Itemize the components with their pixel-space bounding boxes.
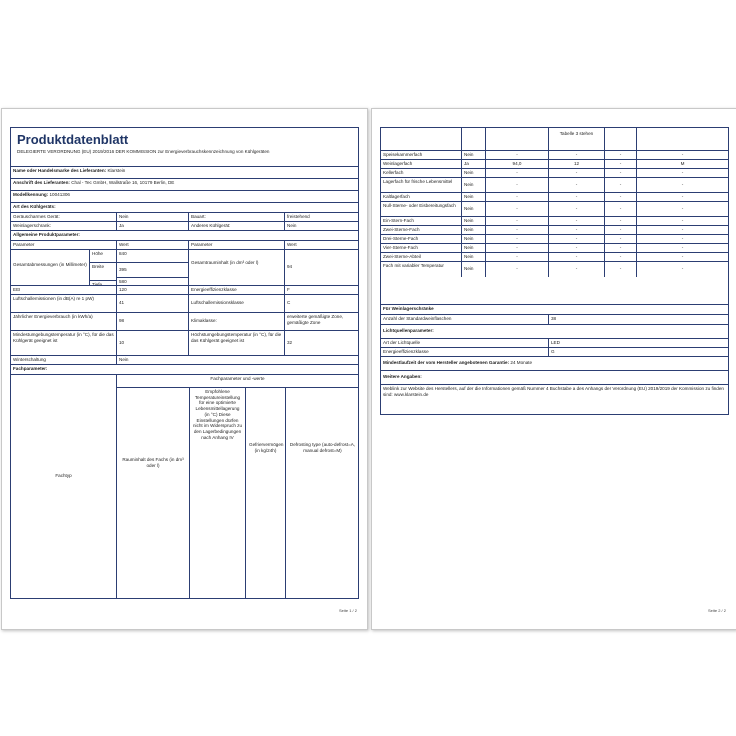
- compartment-temp-cell: -: [548, 262, 604, 277]
- light-type-label: Art der Lichtquelle: [383, 340, 421, 345]
- light-type-value: LED: [548, 339, 728, 348]
- value-header-2: Wert: [284, 241, 358, 250]
- compartment-name-cell: Vier-Sterne-Fach: [383, 245, 418, 250]
- annual-row: [11, 312, 358, 331]
- compartment-frz-cell: -: [604, 217, 636, 226]
- compartment-def-cell: -: [636, 193, 728, 202]
- compartment-name-cell: Null-Sterne- oder Eisbereitungsfach: [383, 203, 456, 208]
- bottles-value: 38: [548, 315, 728, 325]
- compartment-def-cell: -: [636, 151, 728, 160]
- regulation-text: DELEGIERTE VERORDNUNG (EU) 2019/2016 DER KOMMISSION zur Energieverbrauchskennzeichnung von Kühlgeräten: [17, 149, 270, 154]
- annual-value: 98: [116, 313, 188, 331]
- wine-label: Weinlagerschrank:: [13, 223, 51, 228]
- general-params-label: Allgemeine Produktparameter:: [13, 232, 80, 237]
- model-value: 10041306: [49, 192, 70, 197]
- compartment-vol-cell: -: [485, 235, 548, 244]
- further-label: Weitere Angaben:: [383, 374, 422, 379]
- col-volume: Rauminhalt des Fachs (in dm³ oder l): [122, 457, 184, 468]
- compartment-yn-cell: Nein: [461, 202, 485, 217]
- climate-value: erweiterte gemäßigte Zone, gemäßigte Zone: [284, 313, 358, 331]
- page-1-table: [10, 127, 359, 599]
- annual-label: Jährlicher Energieverbrauch (in kWh/a): [13, 314, 93, 319]
- tab-header: Tabelle 3 stehen: [548, 128, 604, 150]
- empty-cell: [485, 128, 548, 150]
- compartment-vol-cell: -: [485, 202, 548, 217]
- low-noise-label: Geräuscharmes Gerät:: [13, 214, 60, 219]
- width-value: 395: [117, 263, 188, 278]
- design-label: Bauart:: [188, 213, 284, 222]
- noise-class-label: Luftschallemissionsklasse: [188, 295, 284, 313]
- max-temp-value: 32: [284, 331, 358, 356]
- fach-columns: [116, 375, 358, 599]
- compartment-frz-cell: -: [604, 169, 636, 178]
- compartment-yn-cell: Nein: [461, 262, 485, 277]
- page-2-table: [380, 127, 729, 415]
- compartment-yn-cell: Ja: [461, 160, 485, 169]
- energy-class-value: F: [284, 286, 358, 295]
- compartment-name-cell: Drei-Sterne-Fach: [383, 236, 419, 241]
- warranty-row: [381, 356, 728, 371]
- col-freeze: Gefriervermögen (in kg/24h): [245, 387, 285, 599]
- compartment-name-cell: Fach mit variabler Temperatur: [383, 263, 444, 268]
- compartment-def-cell: -: [636, 226, 728, 235]
- volume-label: Gesamtrauminhalt (in dm³ oder l): [188, 250, 284, 286]
- compartment-row: [381, 261, 728, 277]
- wine-section-label: Für Weinlagerschränke: [383, 306, 434, 311]
- wine-value: Ja: [116, 222, 188, 231]
- compartment-def-cell: -: [636, 217, 728, 226]
- width-label: Breite: [90, 263, 116, 281]
- compartment-vol-cell: -: [485, 193, 548, 202]
- page-title: Produktdatenblatt: [17, 132, 129, 147]
- supplier-name-value: Klarstein: [107, 168, 126, 173]
- compartment-vol-cell: -: [485, 169, 548, 178]
- compartment-frz-cell: -: [604, 178, 636, 193]
- further-row: [381, 370, 728, 385]
- compartment-frz-cell: -: [604, 235, 636, 244]
- compartment-row: [381, 177, 728, 193]
- compartment-yn-cell: Nein: [461, 244, 485, 253]
- compartment-frz-cell: -: [604, 202, 636, 217]
- compartment-name-cell: Zwei-Sterne-Fach: [383, 227, 420, 232]
- compartment-yn-cell: Nein: [461, 169, 485, 178]
- dimension-names: [89, 250, 116, 286]
- compartment-name-cell: Lagerfach für frische Lebensmittel: [383, 179, 453, 184]
- compartment-def-cell: -: [636, 253, 728, 262]
- design-value: freistehend: [284, 213, 358, 222]
- compartment-vol-cell: -: [485, 178, 548, 193]
- compartment-temp-cell: -: [548, 226, 604, 235]
- compartment-header-block: [11, 374, 358, 599]
- compartment-temp-cell: -: [548, 178, 604, 193]
- compartment-vol-cell: -: [485, 262, 548, 277]
- tab-header-row: [381, 128, 728, 150]
- compartment-def-cell: -: [636, 202, 728, 217]
- empty-cell: [604, 128, 636, 150]
- depth-value: 580: [119, 279, 127, 284]
- page-number-1: Seite 1 / 2: [338, 608, 357, 613]
- noise-label: Luftschallemissionen (in dB(A) re 1 pW): [13, 296, 94, 301]
- depth-label: Tiefe: [92, 282, 103, 286]
- compartment-yn-cell: Nein: [461, 178, 485, 193]
- supplier-address-value: Chal - Tec GmbH, Wallstraße 16, 10179 Berlin, DE: [71, 180, 175, 185]
- compartment-def-cell: -: [636, 244, 728, 253]
- bottles-label: Anzahl der Standardweinflaschen: [383, 316, 452, 321]
- compartment-yn-cell: Nein: [461, 217, 485, 226]
- compartment-yn-cell: Nein: [461, 253, 485, 262]
- dimensions-label: Gesamtabmessungen (in Millimeter): [13, 262, 87, 267]
- warranty-label: Mindestlaufzeit der vom Hersteller angebotenen Garantie:: [383, 360, 510, 365]
- further-text-row: [381, 384, 728, 415]
- light-class-value: G: [548, 348, 728, 357]
- page-number-2: Seite 2 / 2: [707, 608, 726, 613]
- compartment-temp-cell: -: [548, 235, 604, 244]
- compartment-params-label: Fachparameter:: [13, 366, 48, 371]
- compartment-name-cell: Weinlagerfach: [383, 161, 413, 166]
- dimensions-row: [11, 249, 358, 286]
- compartment-yn-cell: Nein: [461, 193, 485, 202]
- compartment-def-cell: M: [636, 160, 728, 169]
- min-temp-label: Mindestumgebungstemperatur (in °C), für die das Kühlgerät geeignet ist: [13, 332, 114, 343]
- compartment-name-cell: Zwei-Sterne-Abteil: [383, 254, 421, 259]
- temperature-row: [11, 330, 358, 356]
- height-label: Höhe: [90, 250, 116, 263]
- light-class-label: Energieeffizienzklasse: [383, 349, 429, 354]
- other-label: Anderes Kühlgerät:: [188, 222, 284, 231]
- compartment-yn-cell: Nein: [461, 226, 485, 235]
- compartment-frz-cell: -: [604, 262, 636, 277]
- light-section-label: Lichtquellenparameter:: [383, 328, 434, 333]
- compartment-def-cell: -: [636, 262, 728, 277]
- compartment-frz-cell: -: [604, 160, 636, 169]
- compartment-yn-cell: Nein: [461, 235, 485, 244]
- empty-cell: [461, 128, 485, 150]
- energy-class-label: Energieeffizienzklasse: [188, 286, 284, 295]
- other-value: Nein: [284, 222, 358, 231]
- min-temp-value: 10: [116, 331, 188, 356]
- compartment-temp-cell: 12: [548, 160, 604, 169]
- compartment-vol-cell: 94,0: [485, 160, 548, 169]
- compartment-temp-cell: -: [548, 244, 604, 253]
- col-defrost: Defrosting type (auto-defrost=A, manual defrost=M): [285, 387, 358, 599]
- compartment-frz-cell: -: [604, 151, 636, 160]
- empty-cell: [636, 128, 728, 150]
- compartment-temp-cell: -: [548, 151, 604, 160]
- value-header: Wert: [116, 241, 188, 250]
- datasheet-page-1: [1, 108, 368, 630]
- compartment-frz-cell: -: [604, 193, 636, 202]
- compartment-frz-cell: -: [604, 253, 636, 262]
- light-section-row: [381, 324, 728, 339]
- compartment-name-cell: Speisekammerfach: [383, 152, 423, 157]
- further-text: Weblink zur Website des Herstellers, auf der die Informationen gemäß Nummer 4 Buchstabe a des Anhangs der Verordnung (EU) 2019/2019 der Kommission zu finden sind: www.klarstein.de: [383, 386, 724, 397]
- compartment-vol-cell: -: [485, 151, 548, 160]
- eei-label: EEI: [13, 287, 21, 292]
- compartment-vol-cell: -: [485, 226, 548, 235]
- model-label: Modellkennung:: [13, 192, 49, 197]
- compartment-def-cell: -: [636, 235, 728, 244]
- low-noise-value: Nein: [116, 213, 188, 222]
- winter-value: Nein: [116, 356, 188, 365]
- climate-label: Klimaklasse:: [188, 313, 284, 331]
- compartment-name-cell: Kellerfach: [383, 170, 404, 175]
- fach-header: Fachparameter und -werte: [117, 375, 358, 388]
- noise-value: 41: [116, 295, 188, 313]
- compartment-name-cell: Kaltlagerfach: [383, 194, 410, 199]
- warranty-value: 24 Monate: [510, 360, 533, 365]
- compartment-yn-cell: Nein: [461, 151, 485, 160]
- compartment-vol-cell: -: [485, 253, 548, 262]
- compartment-temp-cell: -: [548, 253, 604, 262]
- param-header-2: Parameter: [188, 241, 284, 250]
- compartment-name-cell: Ein-Stern-Fach: [383, 218, 414, 223]
- compartment-vol-cell: -: [485, 244, 548, 253]
- winter-label: Winterschaltung: [13, 357, 46, 362]
- max-temp-label: Höchstumgebungstemperatur (in °C), für die das Kühlgerät geeignet ist: [188, 331, 284, 356]
- device-type-label: Art des Kühlgeräts:: [13, 204, 56, 209]
- dimension-values: [116, 250, 188, 286]
- supplier-address-label: Anschrift des Lieferanten:: [13, 180, 70, 185]
- noise-class-value: C: [284, 295, 358, 313]
- param-header: Parameter: [13, 242, 35, 247]
- empty-cell: [381, 128, 461, 150]
- compartment-frz-cell: -: [604, 226, 636, 235]
- compartment-temp-cell: -: [548, 217, 604, 226]
- eei-value: 120: [116, 286, 188, 295]
- compartment-frz-cell: -: [604, 244, 636, 253]
- compartment-def-cell: -: [636, 169, 728, 178]
- datasheet-page-2: [371, 108, 736, 630]
- compartment-temp-cell: -: [548, 169, 604, 178]
- fachtyp-label: Fachtyp: [55, 473, 72, 478]
- compartment-row: [381, 201, 728, 217]
- noise-row: [11, 294, 358, 313]
- compartment-temp-cell: -: [548, 193, 604, 202]
- height-value: 840: [117, 250, 188, 263]
- col-temp: Empfohlene Temperatureinstellung für eine optimierte Lebensmittellagerung (in °C) Diese Einstellungen dürfen nicht im Widerspruch zu den Lagerbedingungen nach Anhang IV: [189, 387, 245, 599]
- compartment-vol-cell: -: [485, 217, 548, 226]
- compartment-temp-cell: -: [548, 202, 604, 217]
- supplier-name-label: Name oder Handelsmarke des Lieferanten:: [13, 168, 107, 173]
- compartment-def-cell: -: [636, 178, 728, 193]
- volume-value: 94: [284, 250, 358, 286]
